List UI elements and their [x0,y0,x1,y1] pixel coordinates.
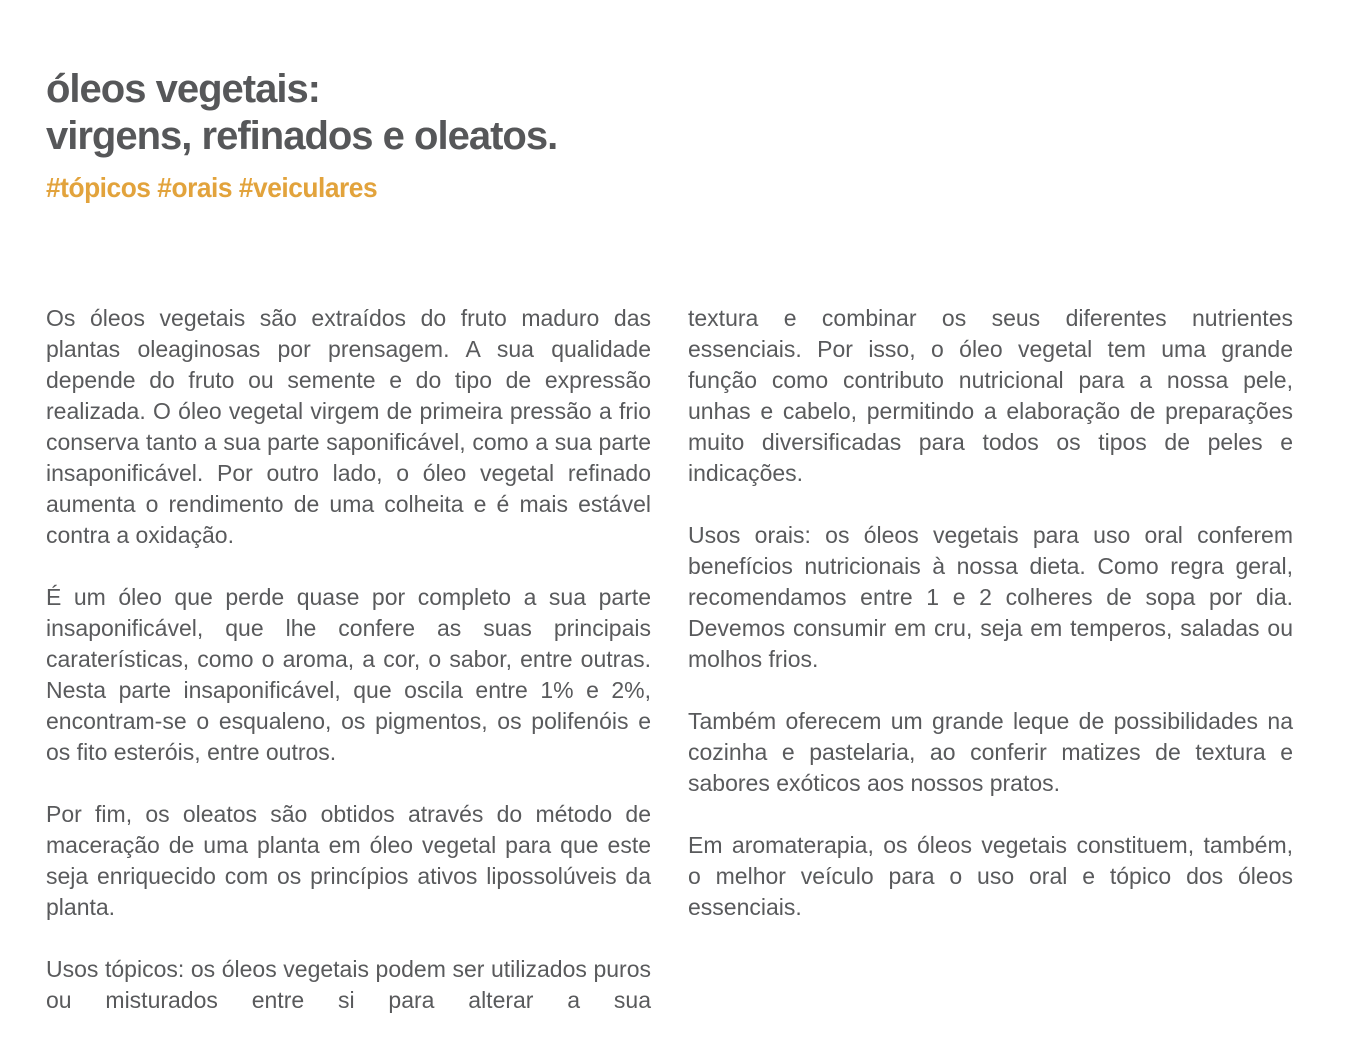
article-body [46,303,1293,1047]
paragraph-usos-orais: Usos orais: os óleos vegetais para uso oral conferem benefícios nutricionais à nossa dieta. Como regra geral, recomendamos entre 1 e 2 colheres de sopa por dia. Devemos consumir em cru, seja em temperos, saladas ou molhos frios. [688,522,1293,672]
paragraph-usos-topicos: Usos tópicos: os óleos vegetais podem ser utilizados puros ou misturados entre si para alterar a sua [46,956,651,1013]
page-title [46,66,1293,160]
paragraph-aromaterapia: Em aromaterapia, os óleos vegetais constituem, também, o melhor veículo para o uso oral e tópico dos óleos essenciais. [688,832,1293,920]
title-line-2: virgens, refinados e oleatos. [46,114,558,158]
article-header [46,66,1293,205]
text-column-left [46,303,651,1047]
paragraph-insaponifiable: É um óleo que perde quase por completo a sua parte insaponificável, que lhe confere as suas principais caraterísticas, como o aroma, a cor, o sabor, entre outras. Nesta parte insaponificável, que oscila entre 1% e 2%, encontram-se o esqualeno, os pigmentos, os polifenóis e os fito esteróis, entre outros. [46,584,651,765]
paragraph-cozinha: Também oferecem um grande leque de possibilidades na cozinha e pastelaria, ao conferir matizes de textura e sabores exóticos aos nossos pratos. [688,708,1293,796]
hashtags-line: #tópicos #orais #veiculares [46,172,378,203]
paragraph-oleatos: Por fim, os oleatos são obtidos através do método de maceração de uma planta em óleo vegetal para que este seja enriquecido com os princípios ativos lipossolúveis da planta. [46,801,651,920]
paragraph-extraction: Os óleos vegetais são extraídos do fruto maduro das plantas oleaginosas por prensagem. A sua qualidade depende do fruto ou semente e do tipo de expressão realizada. O óleo vegetal virgem de primeira pressão a frio conserva tanto a sua parte saponificável, como a sua parte insaponificável. Por outro lado, o óleo vegetal refinado aumenta o rendimento de uma colheita e é mais estável contra a oxidação. [46,305,651,548]
title-line-1: óleos vegetais: [46,67,321,111]
text-column-right [688,303,1293,1047]
paragraph-usos-topicos-continued: textura e combinar os seus diferentes nutrientes essenciais. Por isso, o óleo vegetal tem uma grande função como contributo nutricional para a nossa pele, unhas e cabelo, permitindo a elaboração de preparações muito diversificadas para todos os tipos de peles e indicações. [688,305,1293,486]
